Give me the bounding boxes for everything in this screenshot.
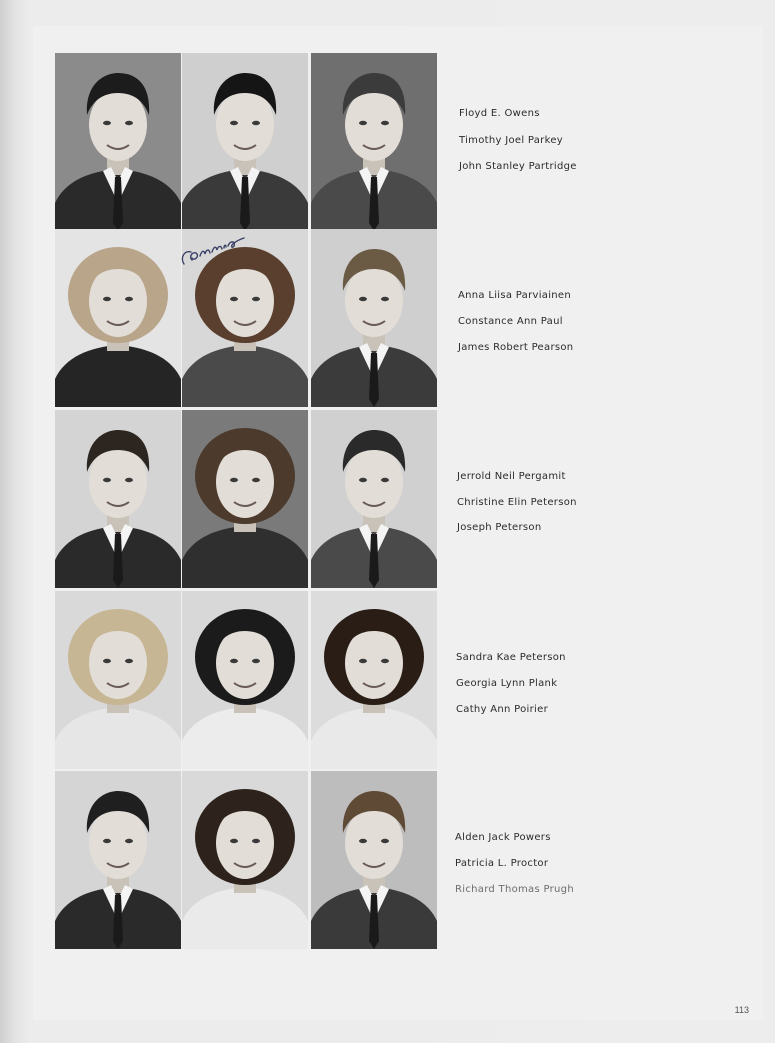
- student-portrait: [311, 771, 437, 949]
- student-name: Alden Jack Powers: [455, 832, 551, 843]
- student-portrait: [55, 591, 181, 769]
- student-name: Constance Ann Paul: [458, 316, 563, 327]
- student-portrait: [55, 229, 181, 407]
- student-name: Richard Thomas Prugh: [455, 884, 574, 895]
- handwritten-signature: [178, 234, 258, 270]
- student-name: Timothy Joel Parkey: [459, 135, 563, 146]
- student-portrait: [311, 229, 437, 407]
- student-portrait: [311, 53, 437, 231]
- student-name: Sandra Kae Peterson: [456, 652, 566, 663]
- student-portrait: [55, 410, 181, 588]
- student-name: Jerrold Neil Pergamit: [457, 471, 566, 482]
- student-name: Anna Liisa Parviainen: [458, 290, 572, 301]
- student-portrait: [55, 771, 181, 949]
- student-portrait: [182, 591, 308, 769]
- student-name: Georgia Lynn Plank: [456, 678, 558, 689]
- student-name: Christine Elin Peterson: [457, 497, 577, 508]
- student-name: Cathy Ann Poirier: [456, 704, 548, 715]
- student-portrait: [182, 410, 308, 588]
- student-portrait: [182, 53, 308, 231]
- student-name: Joseph Peterson: [457, 522, 542, 533]
- student-portrait: [182, 771, 308, 949]
- page-number: 113: [734, 1005, 749, 1015]
- student-name: Patricia L. Proctor: [455, 858, 549, 869]
- student-portrait: [311, 410, 437, 588]
- student-portrait: [55, 53, 181, 231]
- student-portrait: [311, 591, 437, 769]
- student-name: James Robert Pearson: [458, 342, 574, 353]
- student-name: John Stanley Partridge: [459, 161, 577, 172]
- student-name: Floyd E. Owens: [459, 108, 540, 119]
